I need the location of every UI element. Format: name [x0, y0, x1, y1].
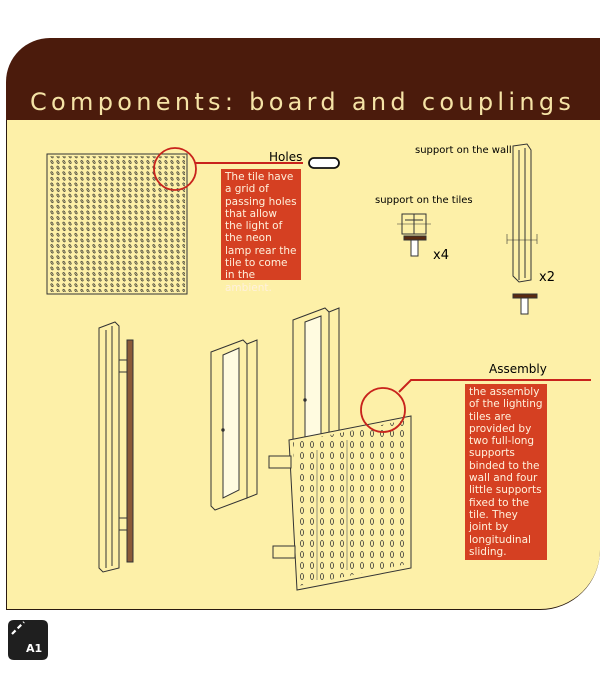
hole-shape-icon: [309, 158, 339, 168]
content-panel: [6, 120, 600, 610]
page-badge: [8, 620, 48, 660]
support-wall-label: support on the wall: [415, 145, 512, 156]
wall-multiplier: x2: [539, 270, 555, 285]
wall-support-part: [507, 144, 537, 314]
holes-label: Holes: [269, 150, 303, 164]
tile-support-part: [397, 214, 431, 256]
badge-label: A1: [26, 642, 43, 655]
assembly-note: the assembly of the lighting tiles are provided by two full-long supports binded to the wall and four little supports fixed to the tile. They joint by longitudinal sliding.: [465, 384, 547, 560]
holes-note: The tile have a grid of passing holes that allow the light of the neon lamp rear the tile to come in the ambient.: [221, 169, 301, 280]
support-tiles-label: support on the tiles: [375, 195, 473, 206]
page-title: Components: board and couplings: [30, 88, 576, 116]
tiles-multiplier: x4: [433, 248, 449, 263]
assembled-tile: [269, 416, 411, 590]
perforated-tile: [47, 154, 187, 294]
side-view-assembly: [99, 322, 133, 572]
assembly-label: Assembly: [489, 362, 547, 376]
